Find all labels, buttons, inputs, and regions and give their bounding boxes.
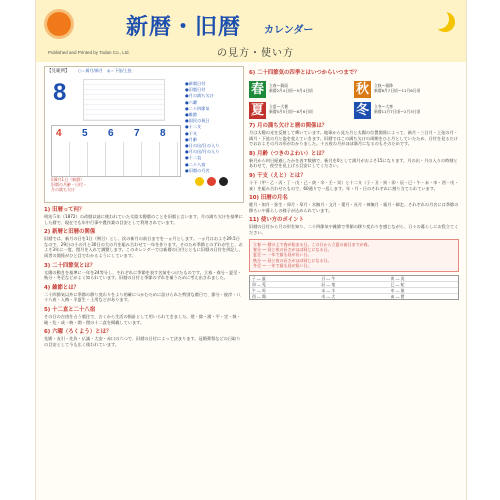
figure-label: 【見範例】	[47, 69, 70, 74]
day-number: 6	[108, 128, 114, 139]
left-sections	[44, 207, 244, 347]
table-row	[250, 294, 458, 299]
left-section	[44, 207, 244, 225]
season-item	[354, 80, 457, 98]
callout-label: ●新暦日付	[185, 81, 206, 86]
day-cells	[52, 142, 180, 176]
bottom-note-line: 旧暦の月齢・日付・	[51, 182, 87, 187]
figure-bottom-note	[51, 177, 87, 192]
season-item	[354, 101, 457, 119]
callout-label: ●旧暦日付	[185, 87, 206, 93]
season-line: 新暦5月5日頃〜8月6日頃	[269, 109, 313, 114]
right-section	[249, 217, 459, 235]
moon-phase-icon	[219, 177, 228, 186]
note-line: 秋分 ― 昼と夜の長さがほぼ同じになる日。	[253, 257, 332, 263]
callout-label: ●干支	[185, 130, 198, 136]
left-section	[44, 285, 244, 303]
section-title: 6) 二十四節気の四季とはいつからいつまで？	[249, 70, 360, 76]
moon-phase-icon	[195, 177, 204, 186]
left-section	[44, 329, 244, 347]
zodiac-table	[249, 275, 459, 300]
season-text	[374, 84, 420, 94]
left-section	[44, 307, 244, 325]
table-cell: 戌 ― 犬	[321, 293, 336, 299]
season-line: 立春〜穀雨	[269, 83, 288, 89]
section-body: 旧暦では、新月の日を1日（朔日）とし、次の新月の前日までを一ヵ月とします。一ヵ月はおよそ29.5日なので、29日の小の月と30日の大の月を組み合わせて一年を作ります。そのため季節とのずれが生じ、およそ3年に一度、閏月を入れて調整します。このカレンダーでは新暦の日付とともに旧暦の日付を併記し、両者の関係がひと目でわかるようにしています。	[44, 236, 243, 258]
season-line: 新暦8月7日頃〜11月6日頃	[374, 88, 421, 93]
season-item	[249, 101, 352, 119]
season-char: 夏	[250, 102, 264, 118]
page-title: 新暦・旧暦	[126, 15, 242, 40]
section-title: 10) 旧暦の月名	[249, 195, 288, 202]
section-title: 8) 月齢（つきのよわい）とは？	[249, 150, 328, 157]
left-section	[44, 229, 244, 258]
season-line: 新暦11月7日頃〜2月3日頃	[374, 109, 421, 114]
season-char: 秋	[355, 81, 369, 97]
bottom-note-line: 月の満ち欠け	[51, 187, 75, 192]
publisher-credit: Published and Printed by Todan Co., Ltd.	[48, 50, 130, 55]
section-body: その日の吉凶を占う暦注で、古くから生活の指針として用いられてきました。建・除・満・平・定・執・破・危・成・納・開・閉の十二直を掲載しています。	[44, 313, 241, 325]
callout-list	[185, 81, 241, 174]
table-cell: 午 ― 馬	[252, 287, 266, 293]
section-title: 2) 新暦と旧暦の関係	[44, 229, 96, 236]
season-line: 立夏〜大暑	[269, 104, 288, 110]
season-row	[249, 101, 459, 119]
section-body: 二十四節気以外に季節の移り変わりをより的確につかむために設けられた特別な暦日で、節分・彼岸・八十八夜・入梅・半夏生・土用などがあります。	[44, 291, 241, 303]
day-number: 7	[134, 128, 140, 139]
section-title: 11) 使い方のポイント	[249, 217, 304, 224]
section-body: 先勝・友引・先負・仏滅・大安・赤口の六つで、旧暦の日付によって決まります。冠婚葬祭などの日取りの目安として今も広く使われています。	[44, 336, 241, 347]
table-cell: 辰 ― 竜	[321, 281, 336, 287]
section-body: 新月から何日経過したかを表す数値で、新月を0として満月がおよそ15になります。月の出・月の入りの時刻とあわせて、夜空を見上げる目安にしてください。	[249, 157, 458, 169]
season-text	[374, 105, 420, 115]
left-section	[44, 263, 244, 281]
section-seasons	[249, 70, 459, 119]
section-body: 明治５年（1872）の改暦以前に使われていた太陰太陽暦のことを旧暦と言います。月の満ち欠けを基準にした暦で、現在でも年中行事や農作業の目安として利用されています。	[44, 214, 243, 225]
table-cell: 申 ― 猿	[390, 287, 405, 293]
day-grid	[51, 125, 181, 177]
season-line: 新暦2月4日頃〜5月4日頃	[269, 88, 313, 93]
season-line: 立秋〜霜降	[374, 83, 393, 89]
table-cell: 亥 ― 猪	[390, 293, 405, 299]
callout-label: ●雑節	[185, 112, 198, 118]
right-section	[249, 195, 459, 213]
page-title-suffix: カレンダー	[264, 25, 314, 36]
section-body: 十干（甲・乙・丙・丁・戊・己・庚・辛・壬・癸）と十二支（子・丑・寅・卯・辰・巳・午・未・申・酉・戌・亥）を組み合わせたもので、60通りで一巡します。年・月・日のそれぞれに割り当てられています。	[249, 179, 459, 191]
section-title: 9) 干支（えと）とは？	[249, 172, 306, 179]
note-line: 立春 ― 暦の上で春が始まる日。この日から立夏の前日までが春。	[253, 241, 372, 247]
callout-label: ●月の出/月の入り	[185, 149, 220, 155]
figure-legend: ○＝満月/新月 ◎＝下弦/上弦	[78, 68, 132, 73]
callout-label: ●国民の祝日	[185, 118, 210, 124]
callout-label: ●二十八宿	[185, 161, 206, 167]
table-cell: 未 ― 羊	[321, 287, 336, 293]
right-sections	[249, 123, 459, 236]
season-item	[249, 80, 352, 98]
section-body: 旧暦の日付から月の形を知り、二十四節気や雑節で季節の移り変わりを感じながら、日々の暮らしにお役立てください。	[249, 224, 459, 235]
table-cell: 寅 ― 虎	[390, 275, 405, 281]
callout-label: ●日の出/日の入り	[185, 143, 220, 149]
left-column	[44, 66, 244, 347]
season-grid	[249, 80, 459, 119]
section-title: 6) 六曜（ろくよう）とは？	[44, 329, 112, 336]
crescent-moon-icon	[435, 12, 455, 32]
day-number: 5	[82, 128, 88, 139]
season-text	[269, 105, 313, 115]
header-banner	[36, 0, 466, 62]
moon-phase-icon	[207, 177, 216, 186]
day-number: 4	[56, 128, 62, 139]
callout-label: ●二十四節気	[185, 105, 210, 111]
sample-figure	[44, 66, 244, 203]
season-char: 冬	[355, 102, 369, 118]
right-section	[249, 151, 459, 169]
callout-label: ●月の満ち欠け	[185, 93, 214, 99]
callout-label: ●旧暦の月名	[185, 167, 210, 173]
calendar-guide-sheet	[35, 0, 467, 500]
right-column	[249, 66, 459, 300]
callout-label: ●月齢	[185, 136, 198, 142]
season-row	[249, 80, 459, 98]
season-char: 春	[250, 81, 264, 97]
season-line: 立冬〜大寒	[374, 104, 393, 110]
bottom-note-line: 旧8月1日（新暦）	[51, 177, 85, 182]
callout-label: ●六曜	[185, 99, 198, 105]
section-title: 4) 雑節とは？	[44, 284, 80, 291]
note-line: 夏至 ― 一年で最も昼が長い日。	[253, 252, 312, 258]
moon-phase-chips	[195, 171, 231, 190]
page-subtitle: の見方・使い方	[217, 48, 294, 59]
section-title: 1) 旧暦って何？	[44, 207, 85, 213]
section-title: 3) 二十四節気とは？	[44, 262, 96, 269]
table-cell: 酉 ― 鶏	[252, 293, 266, 299]
sun-icon	[47, 12, 71, 36]
season-text	[269, 84, 313, 94]
right-section	[249, 173, 459, 191]
right-section	[249, 123, 459, 147]
table-cell: 巳 ― 蛇	[390, 281, 405, 287]
mini-calendar-grid	[83, 79, 165, 121]
note-line: 冬至 ― 一年で最も昼が短い日。	[253, 263, 312, 269]
section-title: 7) 月の満ち欠けと暦の関係は？	[249, 123, 328, 129]
section-body: 睦月・如月・弥生・卯月・皐月・水無月・文月・葉月・長月・神無月・霜月・師走。それぞれの月名には季節の移ろいや暮らしの様子が込められています。	[249, 202, 459, 213]
section-body: 月は太陽の光を反射して輝いています。地球から見た月と太陽の位置関係によって、新月・三日月・上弦の月・満月・下弦の月と姿を変えていきます。旧暦ではこの満ち欠けの周期をひと月としていたため、日付を見るだけでおおよその月の形がわかりました。十五夜の月がほぼ満月になるのもそのためです。	[249, 130, 458, 147]
solar-terms-note	[249, 239, 459, 272]
section-title: 5) 十二直と二十八宿	[44, 306, 96, 313]
table-cell: 卯 ― 兎	[252, 281, 266, 287]
section-body: 太陽の動きを基準に一年を24等分し、それぞれに季節を表す名前をつけたものです。立春・春分・夏至・秋分・冬至などがよく知られています。旧暦の日付と季節のずれを補うために考え出されました。	[44, 269, 242, 281]
table-cell: 子 ― 鼠	[252, 275, 266, 281]
callout-label: ●十二直	[185, 155, 202, 161]
day-number: 8	[160, 128, 166, 139]
month-number: 8	[53, 79, 67, 106]
callout-label: ●十二支	[185, 124, 202, 130]
table-cell: 丑 ― 牛	[321, 275, 336, 281]
note-line: 春分 ― 昼と夜の長さがほぼ同じになる日。	[253, 246, 332, 252]
